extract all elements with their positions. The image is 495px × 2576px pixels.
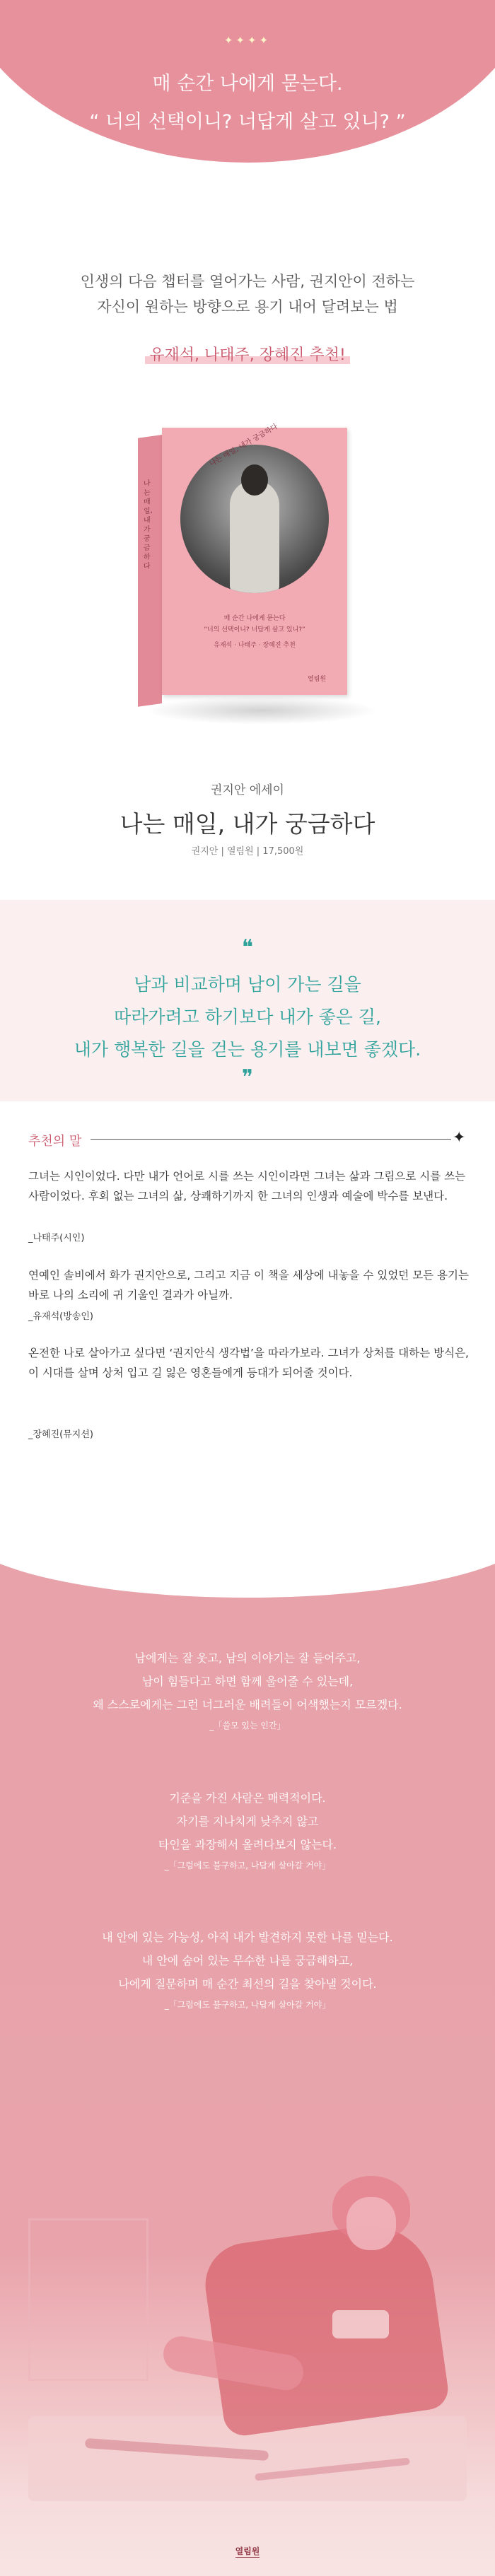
book-spine-title: 나는 매일, 내가 궁금하다 (144, 479, 153, 571)
open-quote-icon: ❝ (241, 935, 254, 960)
recommendations-divider (91, 1139, 451, 1140)
hero-stars: ✦✦✦✦ (223, 34, 272, 47)
book-cover-caption-2: “너의 선택이니? 너답게 살고 있니?” (204, 626, 305, 633)
intro-line-2: 자신이 원하는 방향으로 용기 내어 달려보는 법 (97, 298, 398, 315)
excerpt-line: 왜 스스로에게는 그런 너그러운 배려들이 어색했는지 모르겠다. (93, 1698, 402, 1711)
publisher-logo (0, 2545, 495, 2557)
book-cover-caption-1: 매 순간 나에게 묻는다 (223, 615, 286, 622)
excerpt-line: 나에게 질문하며 매 순간 최선의 길을 찾아낼 것이다. (118, 1977, 377, 1991)
recommendation-text: 연예인 솔비에서 화가 권지안으로, 그리고 지금 이 책을 세상에 내놓을 수 있었던 모든 용기는 바로 나의 소리에 귀 기울인 결과가 아닐까. (28, 1269, 469, 1301)
book-spine (138, 435, 162, 707)
quote-section (0, 900, 495, 1101)
book-meta: 권지안 | 열림원 | 17,500원 (191, 846, 304, 857)
intro-line-1: 인생의 다음 챕터를 열어가는 사람, 권지안이 전하는 (80, 273, 415, 290)
hero-banner (0, 0, 495, 177)
book-cover-publisher: 열림원 (308, 676, 327, 683)
recommendation-text: 그녀는 시인이었다. 다만 내가 언어로 시를 쓰는 시인이라면 그녀는 삶과 그림으로 시를 쓰는 사람이었다. 후회 없는 그녀의 삶, 상쾌하기까지 한 그녀의 인생과 예술에 박수를 보낸다. (28, 1170, 466, 1202)
photo-frame-shape (28, 2218, 148, 2381)
excerpt-source: _「쓸모 있는 인간」 (209, 1721, 286, 1731)
recommendation-author: _장혜진(뮤지션) (28, 1429, 93, 1440)
recommendation-text: 온전한 나로 살아가고 싶다면 ‘권지안식 생각법’을 따라가보라. 그녀가 상처를 대하는 방식은, 이 시대를 살며 상처 입고 길 잃은 영혼들에게 등대가 되어줄 것이다. (28, 1347, 469, 1379)
excerpt-top-arc (0, 1456, 495, 1598)
book-title: 나는 매일, 내가 궁금하다 (120, 810, 375, 838)
publisher-logo-text: 열림원 (235, 2546, 260, 2556)
artist-painting-photo (0, 2133, 495, 2529)
excerpt-line: 기준을 가진 사람은 매력적이다. (169, 1791, 326, 1805)
recommendation-author: _유재석(방송인) (28, 1311, 93, 1322)
quote-line-2: 따라가려고 하기보다 내가 좋은 길, (114, 1007, 381, 1027)
photo-artist-face (346, 2197, 396, 2250)
excerpt-line: 남이 힘들다고 하면 함께 울어줄 수 있는데, (141, 1675, 354, 1688)
quote-line-1: 남과 비교하며 남이 가는 길을 (134, 974, 361, 995)
excerpt-line: 내 안에 숨어 있는 무수한 나를 궁금해하고, (141, 1954, 354, 1967)
book-front-cover (162, 423, 347, 695)
quote-line-3: 내가 행복한 길을 걷는 용기를 내보면 좋겠다. (74, 1039, 421, 1060)
hero-headline: 매 순간 나에게 묻는다. (152, 73, 343, 95)
excerpt-line: 타인을 과장해서 올려다보지 않는다. (158, 1838, 337, 1851)
recommend-text: 유재석, 나태주, 장혜진 추천! (145, 346, 350, 364)
excerpt-line: 자기를 지나치게 낮추지 않고 (176, 1815, 319, 1828)
book-cover-caption-3: 유재석 · 나태주 · 장혜진 추천 (214, 642, 296, 649)
sparkle-icon: ✦ (453, 1129, 466, 1147)
recommendation-author: _나태주(시인) (28, 1233, 85, 1243)
excerpt-line: 내 안에 있는 가능성, 아직 내가 발견하지 못한 나를 믿는다. (102, 1931, 393, 1944)
excerpt-line: 남에게는 잘 웃고, 남의 이야기는 잘 들어주고, (134, 1651, 361, 1665)
book-shadow (145, 696, 378, 725)
book-cover-arc-title: 나는 매일, 내가 궁금하다 (208, 423, 279, 469)
hero-question: “ 너의 선택이니? 너답게 살고 있니? ” (89, 111, 406, 133)
close-quote-icon: ❞ (241, 1065, 254, 1090)
photo-jacket-patch (332, 2310, 389, 2338)
recommend-highlight (0, 343, 495, 365)
photo-artist-body (200, 2218, 450, 2438)
excerpt-source: _「그럼에도 불구하고, 나답게 살아갈 거야」 (164, 2000, 331, 2010)
book-cover-image (138, 423, 364, 725)
recommendations-title: 추천의 말 (28, 1134, 82, 1149)
book-label: 권지안 에세이 (211, 783, 284, 797)
excerpt-source: _「그럼에도 불구하고, 나답게 살아갈 거야」 (164, 1861, 331, 1870)
book-cover-arc-text (176, 423, 333, 597)
